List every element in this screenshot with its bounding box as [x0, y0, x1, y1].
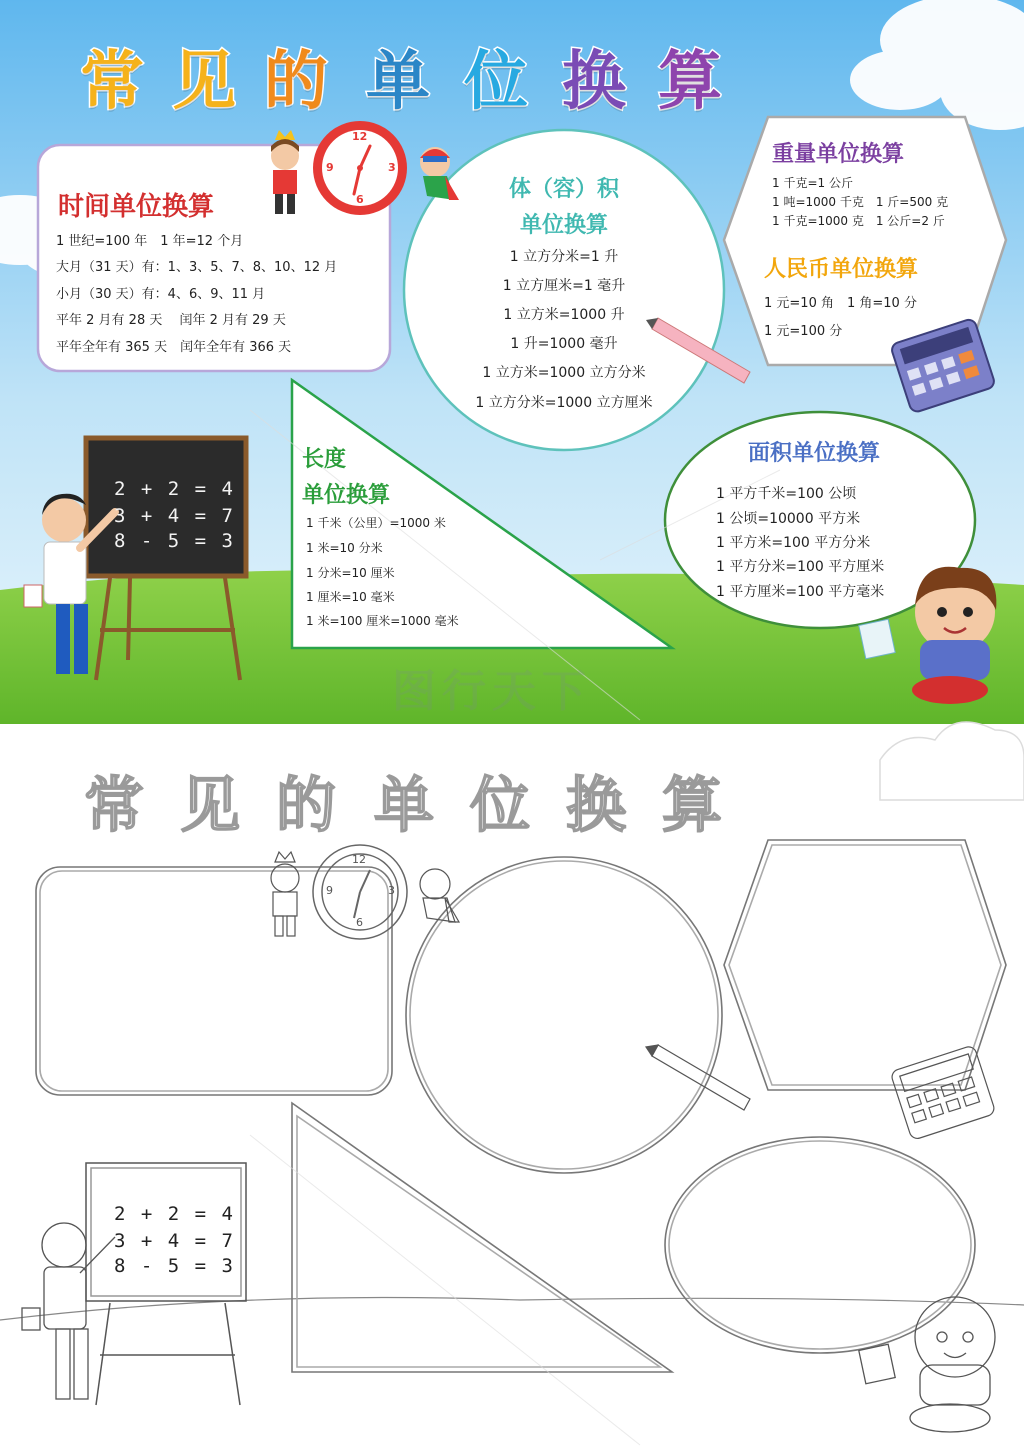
length-line-3: 1 分米=10 厘米: [306, 566, 395, 580]
clock-number-12: 12: [352, 130, 368, 143]
title-outline-char-3: 的: [276, 771, 336, 841]
clock-number-3: 3: [388, 161, 396, 174]
blackboard-outline-line-3: 8 - 5 = 3: [114, 1255, 235, 1277]
calculator-icon-outline: [890, 1045, 996, 1141]
weight-line-1: 1 千克=1 公斤: [772, 176, 853, 190]
money-heading: 人民币单位换算: [764, 257, 919, 282]
volume-heading-2: 单位换算: [519, 213, 608, 238]
clock-outline-number-6: 6: [356, 916, 363, 929]
blackboard-outline-line-1: 2 + 2 = 4: [114, 1203, 235, 1225]
volume-panel-outline-inner: [410, 861, 718, 1169]
title-outline-char-6: 换: [566, 771, 626, 841]
blackboard-icon-outline: [86, 1163, 246, 1405]
blackboard-line-2: 3 + 4 = 7: [114, 505, 235, 527]
title-char-4: 单: [366, 45, 430, 119]
superhero-kid-icon-outline: [420, 869, 459, 922]
blackboard-outline-line-2: 3 + 4 = 7: [114, 1230, 235, 1252]
title-char-7: 算: [658, 45, 722, 119]
clock-outline-number-3: 3: [388, 884, 395, 897]
weight-panel-outline: [724, 840, 1006, 1090]
time-line-2: 大月（31 天）有：1、3、5、7、8、10、12 月: [56, 260, 338, 275]
title-char-1: 常: [80, 45, 144, 119]
time-line-5: 平年全年有 365 天 闰年全年有 366 天: [56, 340, 292, 355]
area-line-4: 1 平方分米=100 平方厘米: [716, 559, 885, 575]
volume-panel-outline: [406, 857, 722, 1173]
clock-outline-number-12: 12: [352, 853, 366, 866]
money-line-1: 1 元=10 角 1 角=10 分: [764, 296, 917, 311]
prince-boy-icon-outline: [271, 852, 299, 936]
area-panel-outline: [665, 1137, 975, 1353]
time-panel-outline: [36, 867, 392, 1095]
area-line-3: 1 平方米=100 平方分米: [716, 535, 871, 551]
area-line-2: 1 公顷=10000 平方米: [716, 511, 861, 527]
weight-line-2: 1 吨=1000 千克 1 斤=500 克: [772, 195, 949, 209]
reading-kid-icon-outline: [859, 1297, 995, 1432]
area-panel-outline-inner: [669, 1141, 971, 1349]
length-panel-outline: [292, 1103, 672, 1372]
title-outline-char-5: 位: [470, 771, 530, 841]
length-panel-outline-inner: [297, 1116, 660, 1367]
volume-line-3: 1 立方米=1000 升: [503, 307, 625, 323]
length-heading-1: 长度: [302, 447, 347, 472]
title-char-5: 位: [464, 45, 528, 119]
volume-line-2: 1 立方厘米=1 毫升: [502, 278, 626, 294]
volume-line-6: 1 立方分米=1000 立方厘米: [475, 395, 653, 411]
area-line-1: 1 平方千米=100 公顷: [716, 486, 857, 502]
volume-line-4: 1 升=1000 毫升: [510, 336, 618, 352]
pencil-icon-outline: [646, 1045, 750, 1110]
time-panel-outline-inner: [40, 871, 388, 1091]
watermark-text: 图行天下: [392, 666, 592, 717]
area-line-5: 1 平方厘米=100 平方毫米: [716, 584, 885, 600]
page-title-outline: [84, 758, 754, 848]
volume-line-5: 1 立方米=1000 立方分米: [482, 365, 646, 381]
clock-outline-number-9: 9: [326, 884, 333, 897]
page-title: [80, 30, 750, 120]
time-line-3: 小月（30 天）有：4、6、9、11 月: [56, 287, 266, 302]
weight-line-3: 1 千克=1000 克 1 公斤=2 斤: [772, 214, 945, 228]
length-line-1: 1 千米（公里）=1000 米: [306, 516, 446, 530]
title-char-3: 的: [264, 45, 328, 119]
sketch-clouds: [880, 722, 1024, 800]
clock-number-9: 9: [326, 161, 334, 174]
title-outline-char-2: 见: [180, 771, 240, 841]
title-char-6: 换: [562, 45, 626, 119]
area-heading: 面积单位换算: [748, 441, 881, 466]
title-outline-char-4: 单: [374, 771, 434, 841]
title-char-2: 见: [172, 45, 236, 119]
time-line-1: 1 世纪=100 年 1 年=12 个月: [56, 234, 244, 249]
blackboard-line-3: 8 - 5 = 3: [114, 530, 235, 552]
time-heading: 时间单位换算: [58, 192, 215, 222]
money-line-2: 1 元=100 分: [764, 324, 843, 339]
blackboard-line-1: 2 + 2 = 4: [114, 478, 235, 500]
time-line-4: 平年 2 月有 28 天 闰年 2 月有 29 天: [56, 313, 286, 328]
length-line-5: 1 米=100 厘米=1000 毫米: [306, 614, 459, 628]
volume-line-1: 1 立方分米=1 升: [509, 249, 619, 265]
weight-heading: 重量单位换算: [772, 142, 905, 167]
length-heading-2: 单位换算: [302, 483, 391, 508]
volume-heading-1: 体（容）积: [508, 177, 619, 202]
title-outline-char-1: 常: [84, 771, 144, 841]
title-outline-char-7: 算: [662, 771, 722, 841]
length-line-4: 1 厘米=10 毫米: [306, 590, 395, 604]
length-line-2: 1 米=10 分米: [306, 541, 383, 555]
clock-number-6: 6: [356, 193, 364, 206]
